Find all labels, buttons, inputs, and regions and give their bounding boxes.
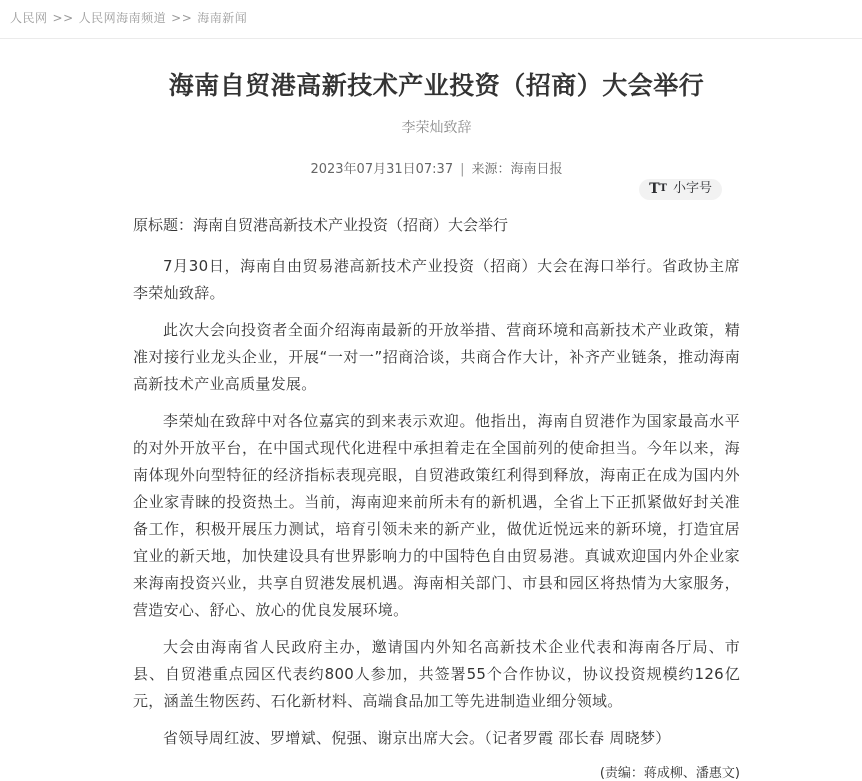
breadcrumb-separator: >> xyxy=(171,11,193,25)
page-title: 海南自贸港高新技术产业投资（招商）大会举行 xyxy=(168,71,705,100)
article-subtitle: 李荣灿致辞 xyxy=(401,120,472,136)
publish-date: 2023年07月31日07:37 xyxy=(310,162,454,177)
breadcrumb-link-hainan-channel[interactable]: 人民网海南频道 xyxy=(78,11,167,25)
font-size-icon: T xyxy=(649,181,660,197)
article-tools xyxy=(133,178,740,200)
original-title xyxy=(133,214,740,236)
font-size-icon: T xyxy=(659,183,667,194)
breadcrumb-link-peoples-daily[interactable]: 人民网 xyxy=(10,11,48,25)
article-paragraph: 此次大会向投资者全面介绍海南最新的开放举措、营商环境和高新技术产业政策，精准对接行业龙头企业，开展“一对一”招商洽谈，共商合作大计，补齐产业链条，推动海南高新技术产业高质量发展。 xyxy=(133,321,740,393)
article-paragraph: 大会由海南省人民政府主办，邀请国内外知名高新技术企业代表和海南各厅局、市县、自贸港重点园区代表约800人参加，共签署55个合作协议，协议投资规模约126亿元，涵盖生物医药、石化新材料、高端食品加工等先进制造业细分领域。 xyxy=(133,638,740,710)
article-meta xyxy=(133,158,740,177)
breadcrumb-link-hainan-news[interactable]: 海南新闻 xyxy=(197,11,248,25)
source-name: 海南日报 xyxy=(510,162,563,177)
meta-separator: | xyxy=(460,162,465,177)
original-title-text: 海南自贸港高新技术产业投资（招商）大会举行 xyxy=(193,216,509,234)
original-title-label: 原标题： xyxy=(133,216,194,234)
breadcrumb-separator: >> xyxy=(52,11,74,25)
article-paragraph: 7月30日，海南自由贸易港高新技术产业投资（招商）大会在海口举行。省政协主席李荣灿致辞。 xyxy=(133,257,740,302)
article-paragraph: 省领导周红波、罗增斌、倪强、谢京出席大会。（记者罗霞 邵长春 周晓梦） xyxy=(163,729,671,747)
font-size-button-label: 小字号 xyxy=(672,181,712,196)
article xyxy=(133,69,740,781)
font-size-button[interactable] xyxy=(639,179,722,200)
article-body xyxy=(133,253,740,752)
editors-note: (责编：蒋成柳、潘惠文) xyxy=(599,766,740,781)
article-paragraph: 李荣灿在致辞中对各位嘉宾的到来表示欢迎。他指出，海南自贸港作为国家最高水平的对外开放平台，在中国式现代化进程中承担着走在全国前列的使命担当。今年以来，海南体现外向型特征的经济指标表现亮眼，自贸港政策红利得到释放，海南正在成为国内外企业家青睐的投资热土。当前，海南迎来前所未有的新机遇，全省上下正抓紧做好封关准备工作，积极开展压力测试，培育引领未来的新产业，做优近悦远来的新环境，打造宜居宜业的新天地，加快建设具有世界影响力的中国特色自由贸易港。真诚欢迎国内外企业家来海南投资兴业，共享自贸港发展机遇。海南相关部门、市县和园区将热情为大家服务，营造安心、舒心、放心的优良发展环境。 xyxy=(133,412,740,619)
breadcrumb xyxy=(0,0,862,39)
source-label: 来源： xyxy=(471,162,511,177)
